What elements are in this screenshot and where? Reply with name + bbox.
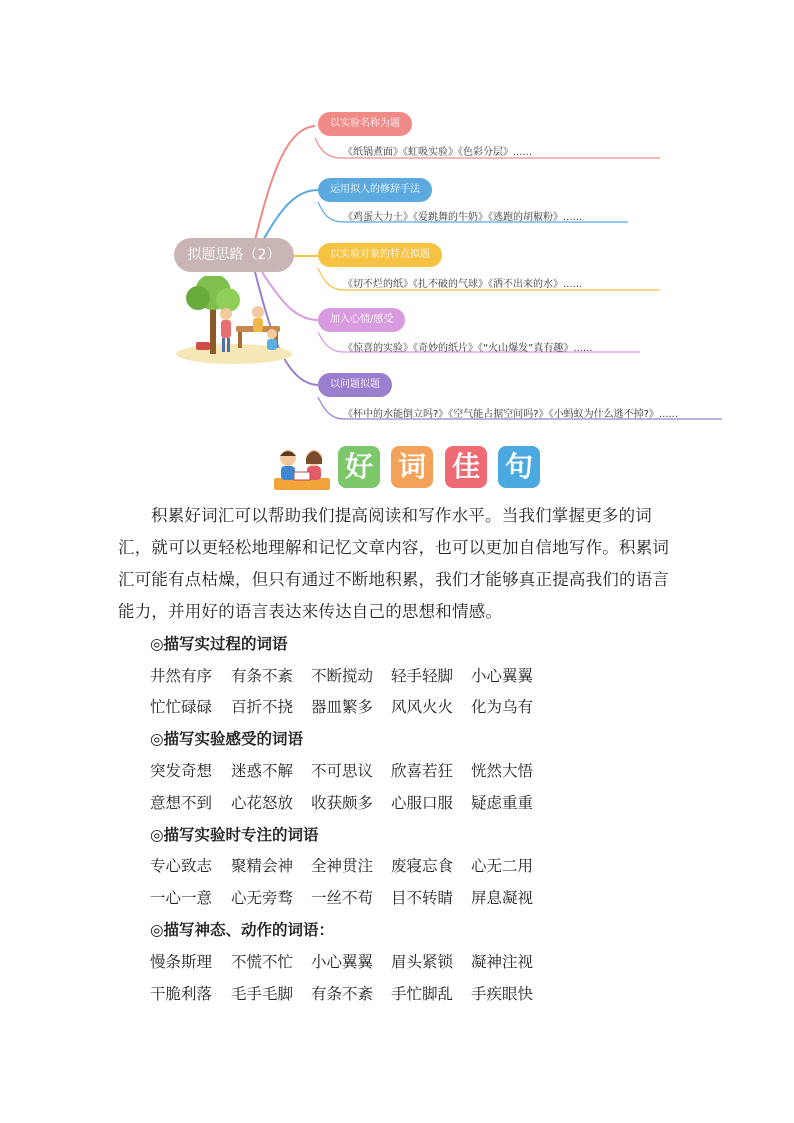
reading-kids-icon	[270, 446, 334, 492]
section-title	[270, 444, 550, 492]
section-heading: ◎描写实验感受的词语	[150, 730, 304, 748]
word: 意想不到	[150, 794, 213, 812]
branch-label: 以实验名称为题	[318, 112, 412, 136]
branch-examples: 《鸡蛋大力士》《爱跳舞的牛奶》《逃跑的胡椒粉》......	[343, 212, 583, 223]
branch-examples: 《惊喜的实验》《奇妙的纸片》《“火山爆发”真有趣》......	[343, 343, 593, 354]
section-heading: ◎描写神态、动作的词语：	[150, 921, 335, 939]
word: 心无旁骛	[231, 889, 294, 907]
title-char: 佳	[445, 446, 487, 488]
word: 井然有序	[150, 667, 213, 685]
word: 屏息凝视	[471, 889, 534, 907]
word: 不慌不忙	[231, 953, 294, 971]
word: 心无二用	[471, 857, 534, 875]
word: 全神贯注	[311, 857, 374, 875]
intro-paragraph: 积累好词汇可以帮助我们提高阅读和写作水平。当我们掌握更多的词汇，就可以更轻松地理解和记忆文章内容，也可以更加自信地写作。积累词汇可能有点枯燥，但只有通过不断地积累，我们才能够真正提高我们的语言能力，并用好的语言表达来传达自己的思想和情感。	[118, 506, 670, 621]
children-experiment-illustration	[176, 276, 292, 364]
branch-label: 以问题拟题	[318, 373, 392, 397]
word: 器皿繁多	[311, 698, 374, 716]
word: 收获颇多	[311, 794, 374, 812]
word: 欣喜若狂	[391, 762, 454, 780]
word: 专心致志	[150, 857, 213, 875]
word: 慢条斯理	[150, 953, 213, 971]
title-char: 词	[391, 446, 433, 488]
branch-examples: 《杯中的水能倒立吗?》《空气能占据空间吗?》《小蚂蚁为什么逃不掉?》......	[343, 409, 678, 420]
word: 忙忙碌碌	[150, 698, 213, 716]
word: 小心翼翼	[471, 667, 534, 685]
word: 心服口服	[391, 794, 454, 812]
word: 迷惑不解	[231, 762, 294, 780]
word: 废寝忘食	[391, 857, 454, 875]
branch-label: 以实验对象的特点拟题	[318, 243, 442, 267]
word: 化为乌有	[471, 698, 534, 716]
word: 轻手轻脚	[391, 667, 454, 685]
word: 手疾眼快	[471, 985, 534, 1003]
word: 凝神注视	[471, 953, 534, 971]
branch-examples: 《切不烂的纸》《扎不破的气球》《洒不出来的水》......	[343, 279, 583, 290]
word: 百折不挠	[231, 698, 294, 716]
word: 心花怒放	[231, 794, 294, 812]
word: 突发奇想	[150, 762, 213, 780]
word: 目不转睛	[391, 889, 454, 907]
word: 不断搅动	[311, 667, 374, 685]
section-heading: ◎描写实过程的词语	[150, 635, 288, 653]
word: 一丝不苟	[311, 889, 374, 907]
word: 恍然大悟	[471, 762, 534, 780]
word: 聚精会神	[231, 857, 294, 875]
title-char: 句	[498, 446, 540, 488]
word: 小心翼翼	[311, 953, 374, 971]
branch-label: 运用拟人的修辞手法	[318, 178, 432, 202]
branch-label: 加入心情/感受	[318, 308, 405, 332]
word: 毛手毛脚	[231, 985, 294, 1003]
word: 眉头紧锁	[391, 953, 454, 971]
mind-map	[0, 0, 794, 440]
word: 一心一意	[150, 889, 213, 907]
word: 有条不紊	[231, 667, 294, 685]
mind-map-root: 拟题思路（2）	[174, 238, 294, 272]
word: 干脆利落	[150, 985, 213, 1003]
branch-examples: 《纸锅煮面》《虹吸实验》《色彩分层》......	[343, 147, 533, 158]
word: 风风火火	[391, 698, 454, 716]
title-char: 好	[338, 446, 380, 488]
word: 手忙脚乱	[391, 985, 454, 1003]
word: 疑虑重重	[471, 794, 534, 812]
section-heading: ◎描写实验时专注的词语	[150, 826, 319, 844]
word: 有条不紊	[311, 985, 374, 1003]
word: 不可思议	[311, 762, 374, 780]
